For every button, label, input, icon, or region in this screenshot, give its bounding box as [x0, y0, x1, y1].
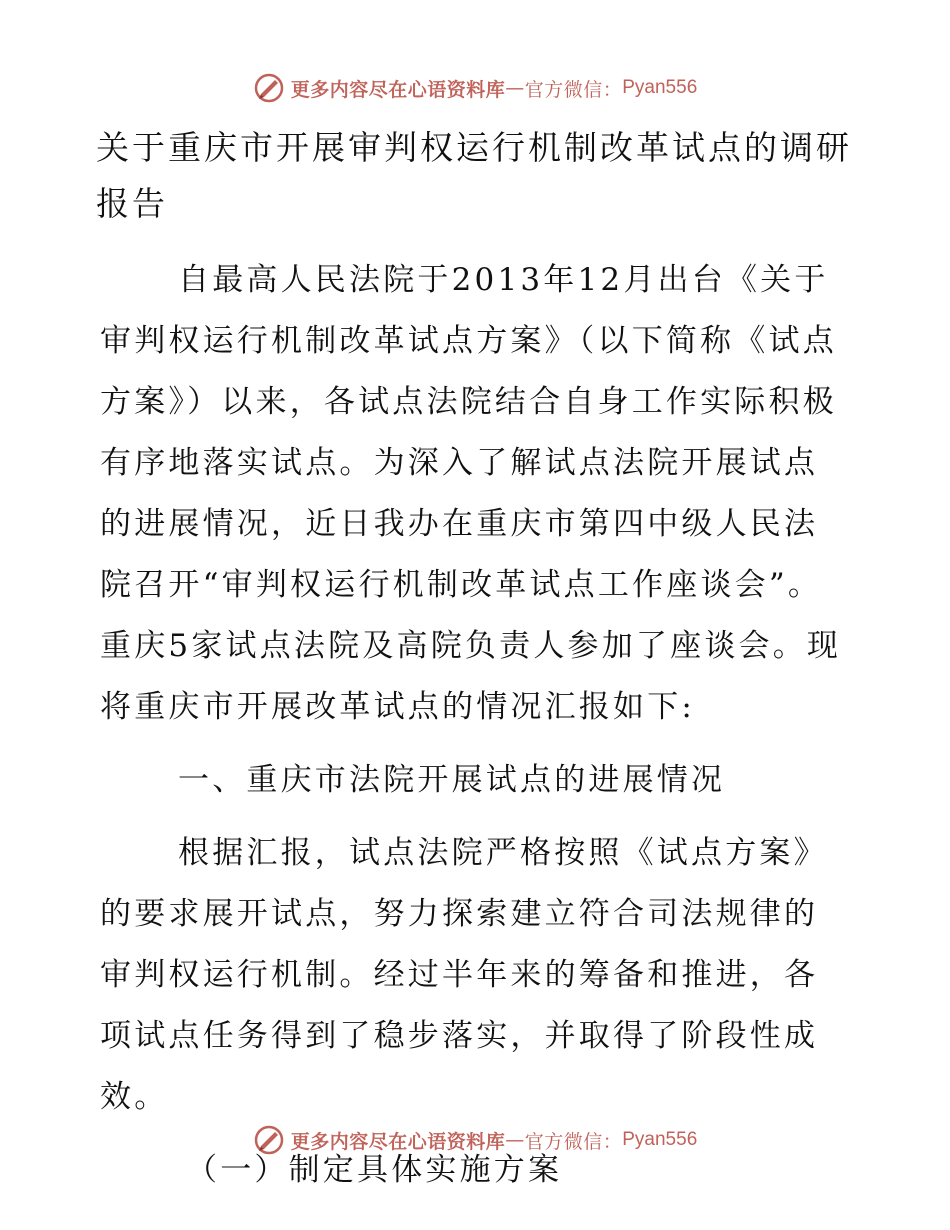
- watermark-contact-label: 官方微信：: [524, 1130, 623, 1153]
- watermark-brand: 更多内容尽在心语资料库: [290, 1130, 506, 1153]
- section-heading: 一、重庆市法院开展试点的进展情况: [178, 762, 726, 798]
- section-paragraph: 根据汇报，试点法院严格按照《试点方案》的要求展开试点，努力探索建立符合司法规律的审判权运行机制。经过半年来的筹备和推进，各项试点任务得到了稳步落实，并取得了阶段性成效。: [100, 835, 828, 1115]
- document-body: [96, 120, 852, 1201]
- watermark-header: [0, 72, 950, 104]
- watermark-separator: —: [505, 1129, 525, 1151]
- document-title: 关于重庆市开展审判权运行机制改革试点的调研报告: [96, 128, 852, 223]
- watermark-separator: —: [505, 77, 525, 99]
- intro-paragraph: 自最高人民法院于2013年12月出台《关于审判权运行机制改革试点方案》（以下简称《试点方案》）以来，各试点法院结合自身工作实际积极有序地落实试点。为深入了解试点法院开展试点的进展情况，近日我办在重庆市第四中级人民法院召开“审判权运行机制改革试点工作座谈会”。重庆5家试点法院及高院负责人参加了座谈会。现将重庆市开展改革试点的情况汇报如下:: [100, 262, 842, 725]
- watermark-handle: Pyan556: [622, 1129, 698, 1150]
- watermark-footer: [0, 1124, 950, 1156]
- watermark-handle: Pyan556: [622, 77, 698, 98]
- watermark-brand: 更多内容尽在心语资料库: [290, 78, 506, 101]
- pen-logo-icon: [253, 72, 285, 104]
- pen-logo-icon: [253, 1124, 285, 1156]
- subsection-heading: （一）制定具体实施方案: [186, 1152, 563, 1188]
- watermark-contact-label: 官方微信：: [524, 78, 623, 101]
